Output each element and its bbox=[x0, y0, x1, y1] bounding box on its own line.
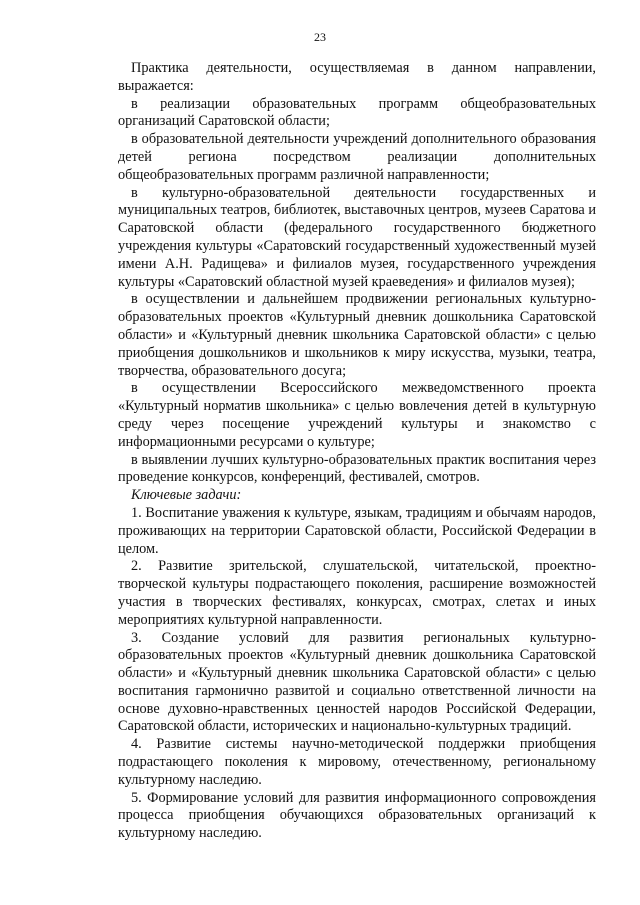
practice-item-additional-education: в образовательной деятельности учреждений дополнительного образования детей региона посредством реализации дополнительных общеобразовательных программ различной направленности; bbox=[118, 131, 596, 183]
key-tasks-heading: Ключевые задачи: bbox=[131, 487, 242, 504]
page-number: 23 bbox=[314, 30, 326, 44]
task-2: 2. Развитие зрительской, слушательской, читательской, проектно-творческой культуры подрастающего поколения, расширение возможностей участия в творческих фестивалях, конкурсах, смотрах, слетах и иных мероприятиях культурной направленности. bbox=[118, 558, 596, 628]
practice-item-programs: в реализации образовательных программ общеобразовательных организаций Саратовской области; bbox=[118, 95, 596, 130]
practice-item-cultural-institutions: в культурно-образовательной деятельности государственных и муниципальных театров, библиотек, выставочных центров, музеев Саратова и Саратовской области (федерального государственного бюджетного учреждения культуры «Саратовский государственный художественный музей имени А.Н. Радищева» и филиалов музея, государственного учреждения культуры «Саратовский областной музей краеведения» и филиалов музея); bbox=[118, 184, 596, 290]
task-1: 1. Воспитание уважения к культуре, языкам, традициям и обычаям народов, проживающих на территории Саратовской области, Российской Федерации в целом. bbox=[118, 504, 596, 557]
practice-item-federal-project: в осуществлении Всероссийского межведомственного проекта «Культурный норматив школьника» с целью вовлечения детей в культурную среду через посещение учреждений культуры и знакомство с информационными ресурсами о культуре; bbox=[118, 380, 596, 450]
task-5: 5. Формирование условий для развития информационного сопровождения процесса приобщения обучающихся образовательных организаций к культурному наследию. bbox=[118, 789, 596, 842]
document-body bbox=[118, 60, 596, 843]
practice-item-regional-projects: в осуществлении и дальнейшем продвижении региональных культурно-образовательных проектов «Культурный дневник дошкольника Саратовской области» и «Культурный дневник школьника Саратовской области» с целью приобщения дошкольников и школьников к миру искусства, музыки, театра, творчества, образовательного досуга; bbox=[118, 291, 596, 379]
task-3: 3. Создание условий для развития региональных культурно-образовательных проектов «Культурный дневник дошкольника Саратовской области» и «Культурный дневник школьника Саратовской области» с целью воспитания гармонично развитой и социально ответственной личности на основе духовно-нравственных ценностей народов Российской Федерации, Саратовской области, исторических и национально-культурных традиций. bbox=[118, 629, 596, 735]
practice-item-best-practices: в выявлении лучших культурно-образовательных практик воспитания через проведение конкурсов, конференций, фестивалей, смотров. bbox=[118, 451, 596, 486]
task-4: 4. Развитие системы научно-методической поддержки приобщения подрастающего поколения к мировому, отечественному, региональному культурному наследию. bbox=[118, 736, 596, 788]
intro-paragraph: Практика деятельности, осуществляемая в данном направлении, выражается: bbox=[118, 60, 596, 94]
